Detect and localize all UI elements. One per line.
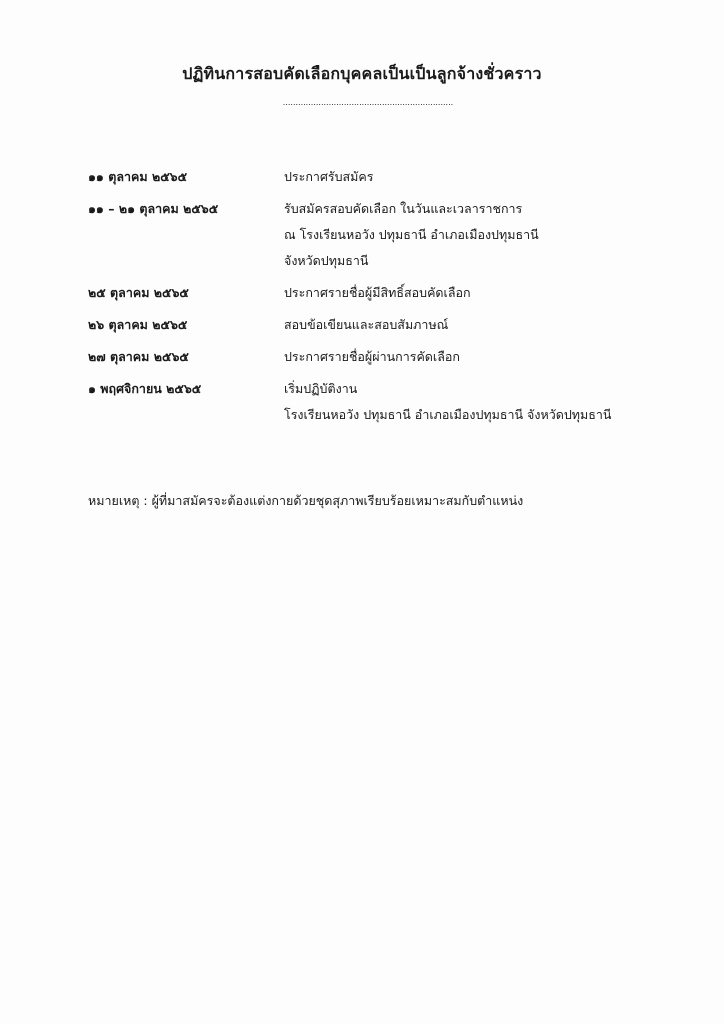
schedule-date: ๑๑ ตุลาคม ๒๕๖๕ — [88, 169, 188, 184]
schedule-detail-line: ประกาศรายชื่อผู้ผ่านการคัดเลือก — [284, 349, 460, 364]
schedule-details — [284, 344, 648, 370]
remark-note: หมายเหตุ : ผู้ที่มาสมัครจะต้องแต่งกายด้วยชุดสุภาพเรียบร้อยเหมาะสมกับตำแหน่ง — [88, 493, 524, 508]
schedule-row — [88, 164, 648, 190]
schedule-row — [88, 280, 648, 306]
schedule-detail-line: ประกาศรับสมัคร — [284, 169, 374, 184]
schedule-row — [88, 312, 648, 338]
title-underline: ................................................................... — [282, 98, 454, 107]
schedule-row — [88, 376, 648, 428]
schedule-detail-line: เริ่มปฏิบัติงาน — [284, 381, 358, 396]
schedule-details — [284, 376, 648, 428]
schedule-date: ๑ พฤศจิกายน ๒๕๖๕ — [88, 381, 202, 396]
schedule-details — [284, 164, 648, 190]
schedule-date: ๑๑ – ๒๑ ตุลาคม ๒๕๖๕ — [88, 201, 219, 216]
schedule-row — [88, 344, 648, 370]
schedule-date: ๒๗ ตุลาคม ๒๕๖๕ — [88, 349, 189, 364]
schedule-detail-line: รับสมัครสอบคัดเลือก ในวันและเวลาราชการ — [284, 201, 523, 216]
schedule-detail-line: ณ โรงเรียนหอวัง ปทุมธานี อำเภอเมืองปทุมธานี — [284, 227, 539, 242]
schedule-detail-line: สอบข้อเขียนและสอบสัมภาษณ์ — [284, 317, 449, 332]
schedule-details — [284, 280, 648, 306]
schedule-detail-line: โรงเรียนหอวัง ปทุมธานี อำเภอเมืองปทุมธานี จังหวัดปทุมธานี — [284, 407, 612, 422]
schedule-detail-line: จังหวัดปทุมธานี — [284, 253, 369, 268]
schedule-row — [88, 196, 648, 274]
schedule-date: ๒๕ ตุลาคม ๒๕๖๕ — [88, 285, 189, 300]
schedule-table — [88, 164, 648, 428]
schedule-details — [284, 196, 648, 274]
schedule-date: ๒๖ ตุลาคม ๒๕๖๕ — [88, 317, 188, 332]
schedule-details — [284, 312, 648, 338]
document-title: ปฏิทินการสอบคัดเลือกบุคคลเป็นเป็นลูกจ้างชั่วคราว — [182, 64, 542, 83]
schedule-detail-line: ประกาศรายชื่อผู้มีสิทธิ์สอบคัดเลือก — [284, 285, 471, 300]
